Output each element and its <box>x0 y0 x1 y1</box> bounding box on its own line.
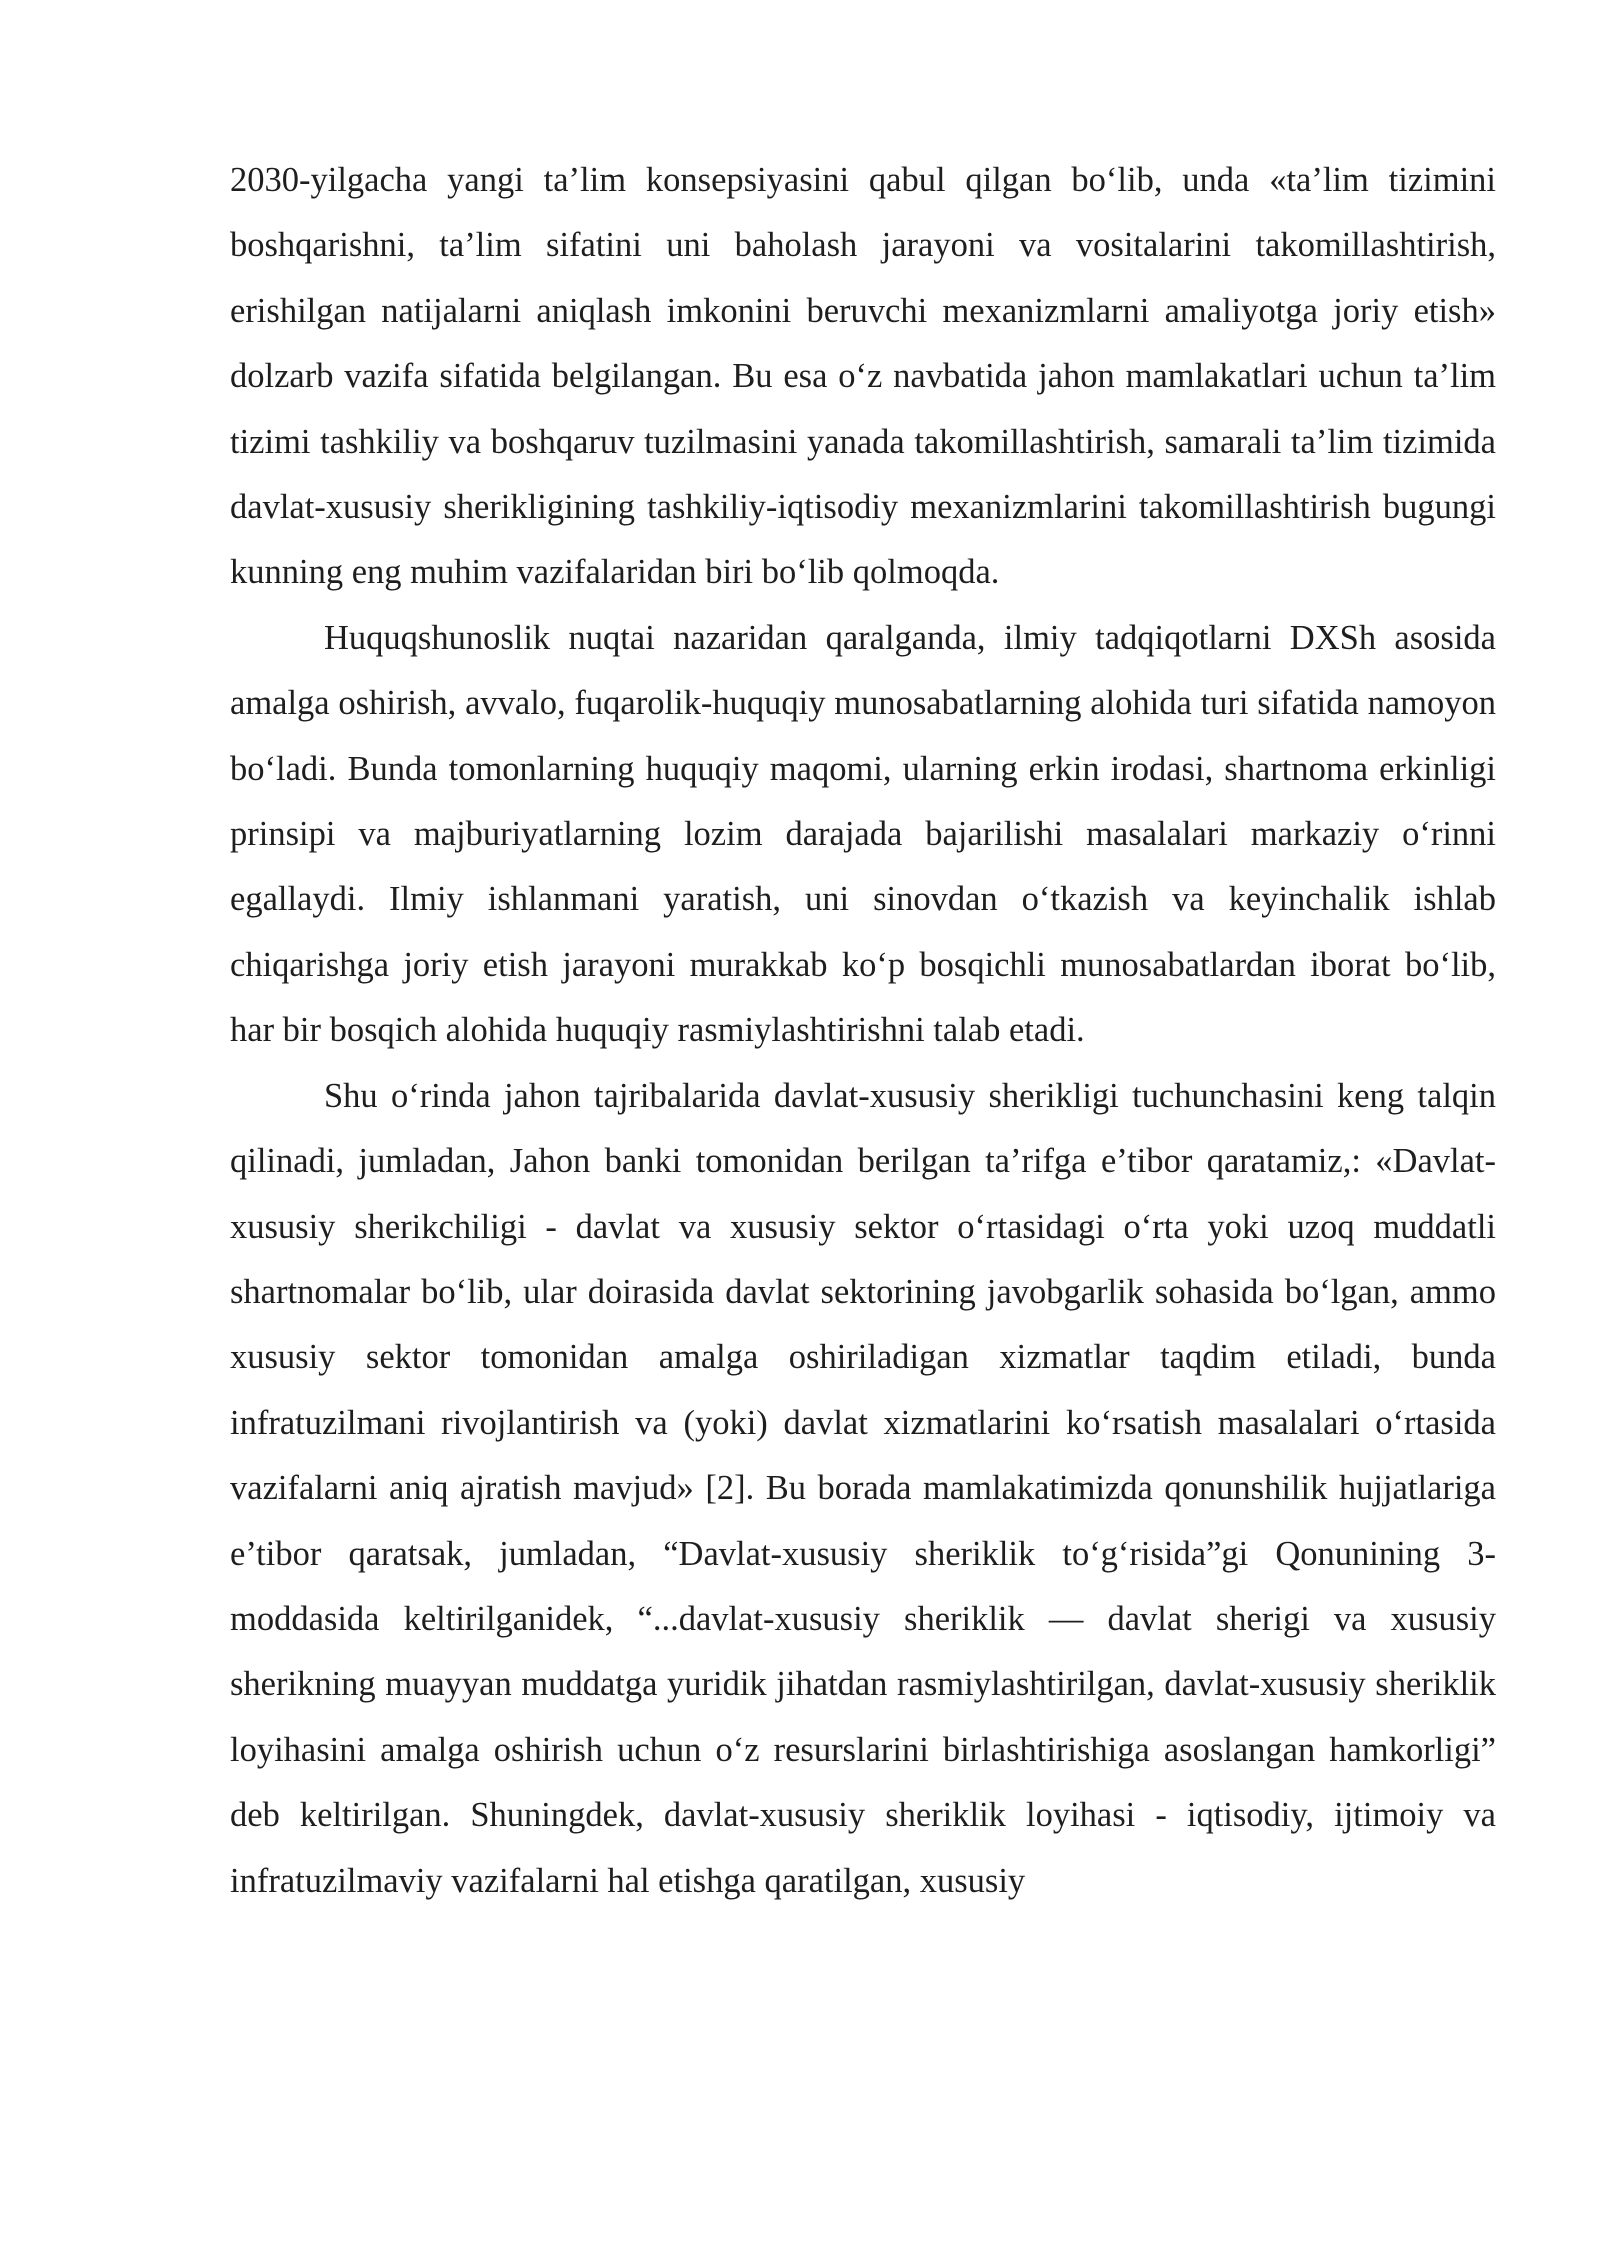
body-text <box>230 148 1496 1914</box>
paragraph-ta-lim-konsepsiyasi: 2030-yilgacha yangi ta’lim konsepsiyasini qabul qilgan bo‘lib, unda «ta’lim tizimini boshqarishni, ta’lim sifatini uni baholash jarayoni va vositalarini takomillashtirish, erishilgan natijalarni aniqlash imkonini beruvchi mexanizmlarni amaliyotga joriy etish» dolzarb vazifa sifatida belgilangan. Bu esa o‘z navbatida jahon mamlakatlari uchun ta’lim tizimi tashkiliy va boshqaruv tuzilmasini yanada takomillashtirish, samarali ta’lim tizimida davlat-xususiy sherikligining tashkiliy-iqtisodiy mexanizmlarini takomillashtirish bugungi kunning eng muhim vazifalaridan biri bo‘lib qolmoqda. <box>230 161 1496 592</box>
paragraph-huquqshunoslik: Huquqshunoslik nuqtai nazaridan qaralganda, ilmiy tadqiqotlarni DXSh asosida amalga oshirish, avvalo, fuqarolik-huquqiy munosabatlarning alohida turi sifatida namoyon bo‘ladi. Bunda tomonlarning huquqiy maqomi, ularning erkin irodasi, shartnoma erkinligi prinsipi va majburiyatlarning lozim darajada bajarilishi masalalari markaziy o‘rinni egallaydi. Ilmiy ishlanmani yaratish, uni sinovdan o‘tkazish va keyinchalik ishlab chiqarishga joriy etish jarayoni murakkab ko‘p bosqichli munosabatlardan iborat bo‘lib, har bir bosqich alohida huquqiy rasmiylashtirishni talab etadi. <box>230 618 1496 1050</box>
paragraph-jahon-tajribalari: Shu o‘rinda jahon tajribalarida davlat-xususiy sherikligi tuchunchasini keng talqin qilinadi, jumladan, Jahon banki tomonidan berilgan ta’rifga e’tibor qaratamiz,: «Davlat-xususiy sherikchiligi - davlat va xususiy sektor o‘rtasidagi o‘rta yoki uzoq muddatli shartnomalar bo‘lib, ular doirasida davlat sektorining javobgarlik sohasida bo‘lgan, ammo xususiy sektor tomonidan amalga oshiriladigan xizmatlar taqdim etiladi, bunda infratuzilmani rivojlantirish va (yoki) davlat xizmatlarini ko‘rsatish masalalari o‘rtasida vazifalarni aniq ajratish mavjud» [2]. Bu borada mamlakatimizda qonunshilik hujjatlariga e’tibor qaratsak, jumladan, “Davlat-xususiy sheriklik to‘g‘risida”gi Qonunining 3-moddasida keltirilganidek, “...davlat-xususiy sheriklik — davlat sherigi va xususiy sherikning muayyan muddatga yuridik jihatdan rasmiylashtirilgan, davlat-xususiy sheriklik loyihasini amalga oshirish uchun o‘z resurslarini birlashtirishiga asoslangan hamkorligi” deb keltirilgan. Shuningdek, davlat-xususiy sheriklik loyihasi - iqtisodiy, ijtimoiy va infratuzilmaviy vazifalarni hal etishga qaratilgan, xususiy <box>230 1076 1496 1900</box>
